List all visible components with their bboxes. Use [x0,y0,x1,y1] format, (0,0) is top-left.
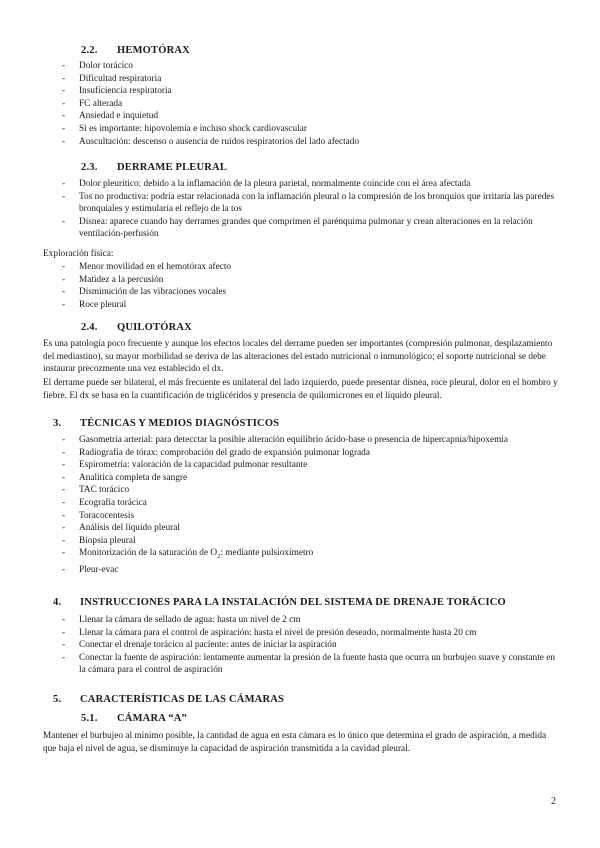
section-2-4-heading [81,322,192,333]
list-item: - Analítica completa de sangre [62,472,562,485]
camara-a-paragraph: Mantener el burbujeo al mínimo posible, la cantidad de agua en esta cámara es lo único que determina el grado de aspiración, a medida que baja el nivel de agua, se disminuye la capacidad de aspiración transmitida a la cavidad pleural. [43,731,547,754]
section-title: INSTRUCCIONES PARA LA INSTALACIÓN DEL SISTEMA DE DRENAJE TORÁCICO [80,597,506,608]
section-number: 2.4. [81,322,98,333]
list-item: - Menor movilidad en el hemotórax afecto [62,261,562,274]
list-item: - Ansiedad e inquietud [62,110,562,123]
list-item: - Si es importante: hipovolemia e incluso shock cardiovascular [62,123,562,136]
section-number: 5.1. [81,713,98,724]
section-2-2-heading [81,45,190,56]
list-item: - Dolor pleurítico: debido a la inflamación de la pleura parietal, normalmente coincide con el área afectada [62,178,562,191]
section-5-1-heading [81,713,187,724]
list-item: - Auscultación: descenso o ausencia de ruidos respiratorios del lado afectado [62,136,562,149]
monitor-suffix: : mediante pulsioxímetro [220,548,314,559]
section-number: 4. [53,597,62,608]
section-2-3-heading [81,162,227,173]
list-item: - Toracocentesis [62,510,562,523]
derrame-list [62,178,562,241]
list-item: - Conectar la fuente de aspiración: lentamente aumentar la presión de la fuente hasta que ocurra un burbujeo suave y constante en la cámara para el control de aspiración [62,652,562,677]
section-number: 5. [53,694,62,705]
list-item: - Insuficiencia respiratoria [62,85,562,98]
diagnostic-list [62,434,562,576]
section-5-heading [53,694,284,705]
list-item: - Ecografía torácica [62,497,562,510]
quilotorax-paragraph-2: El derrame puede ser bilateral, el más frecuente es unilateral del lado izquierdo, puede presentar disnea, roce pleural, dolor en el hombro y fiebre. El dx se basa en la cuantificación de triglicéridos y presencia de quilomicrones en el líquido pleural. [43,378,558,401]
section-3-heading [53,418,279,429]
list-item: - Conectar el drenaje torácico al paciente: antes de iniciar la aspiración [62,639,562,652]
section-title: QUILOTÓRAX [117,322,192,333]
section-title: HEMOTÓRAX [117,45,190,56]
section-number: 3. [53,418,62,429]
list-item: - Disnea: aparece cuando hay derrames grandes que comprimen el parénquima pulmonar y crean alteraciones en la relación ventilación-perfusión [62,216,562,241]
section-number: 2.3. [81,162,98,173]
list-item: - Dificultad respiratoria [62,73,562,86]
exploration-label: Exploración física: [43,249,114,259]
list-item: - Llenar la cámara para el control de aspiración: hasta el nivel de presión deseado, normalmente hasta 20 cm [62,627,562,640]
section-title: DERRAME PLEURAL [117,162,228,173]
section-title: TÉCNICAS Y MEDIOS DIAGNÓSTICOS [80,418,280,429]
list-item: - Gasometría arterial: para detecctar la posible alteración equilibrio ácido-base o presencia de hipercapnia/hipoxemia [62,434,562,447]
list-item: - Matidez a la percusión [62,274,562,287]
quilotorax-paragraph-1: Es una patología poco frecuente y aunque los efectos locales del derrame pueden ser importantes (compresión pulmonar, desplazamiento del mediastino), su mayor morbilidad se deriva de las alteraciones del estado nutricional o inmunológico; el soporte nutricional se debe instaurar precozmente una vez establecido el dx. [43,339,553,375]
monitor-subscript: 2 [217,553,221,561]
list-item: - Espirometría: valoración de la capacidad pulmonar resultante [62,459,562,472]
list-item: - Roce pleural [62,299,562,312]
list-item: - FC alterada [62,98,562,111]
section-title: CARACTERÍSTICAS DE LAS CÁMARAS [80,694,285,705]
list-item: - Tos no productiva: podría estar relacionada con la inflamación pleural o la compresión de los bronquios que irritaría las paredes bronquiales y estimularía el reflejo de la tos [62,191,562,216]
section-number: 2.2. [81,45,98,56]
list-item: - Llenar la cámara de sellado de agua: hasta un nivel de 2 cm [62,614,562,627]
monitor-prefix: Monitorización de la saturación de O [79,548,218,559]
installation-list [62,614,562,677]
hemotorax-list [62,60,562,148]
section-4-heading [53,597,506,608]
list-item: - Disminución de las vibraciones vocales [62,286,562,299]
list-item [62,547,562,563]
list-item: - Radiografía de tórax: comprobación del grado de expansión pulmonar lograda [62,447,562,460]
list-item: - Dolor torácico [62,60,562,73]
list-item: - Análisis del líquido pleural [62,522,562,535]
list-item: - Pleur-evac [62,564,562,577]
list-item: - TAC torácico [62,484,562,497]
section-title: CÁMARA “A” [117,713,187,724]
list-item: - Biopsia pleural [62,535,562,548]
exploration-list [62,261,562,311]
page-number: 2 [551,796,556,807]
